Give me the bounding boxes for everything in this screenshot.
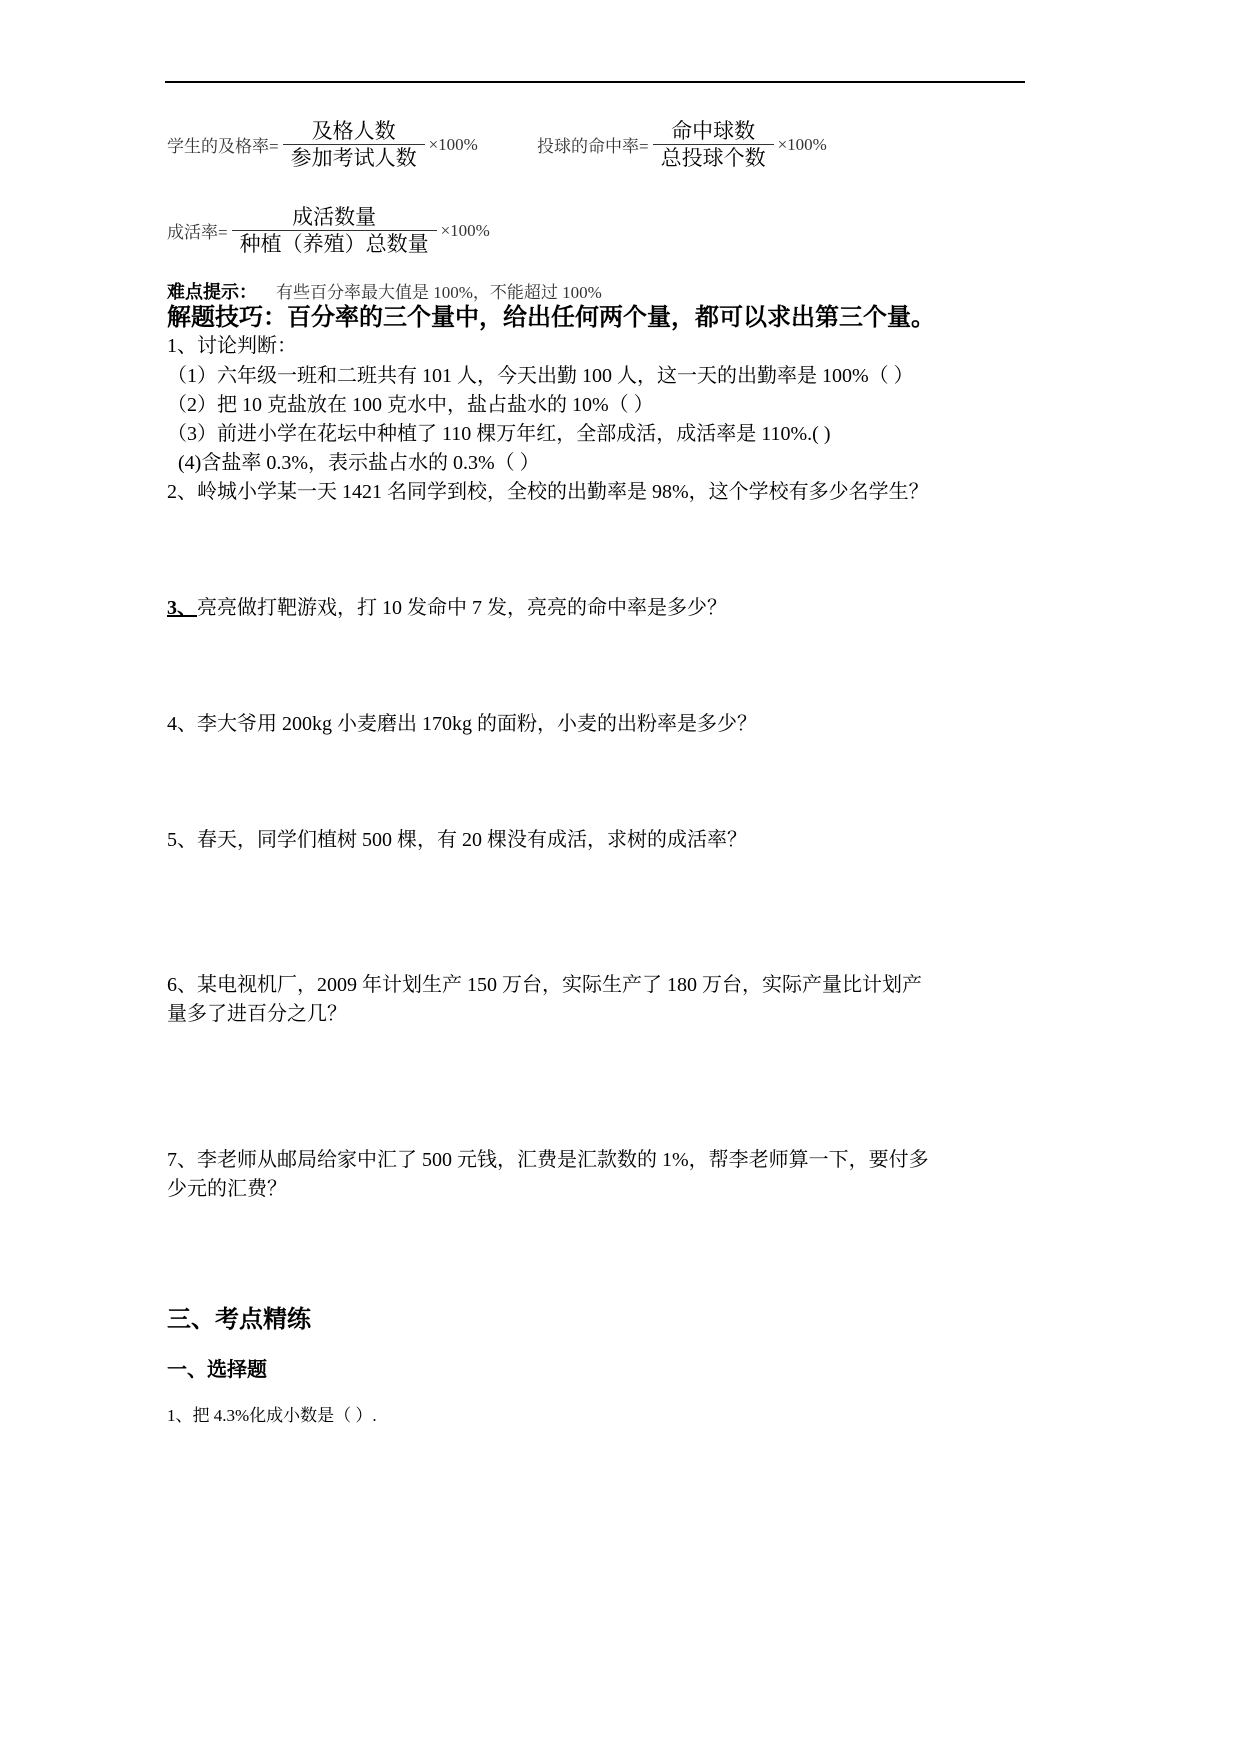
formula-multiplier: ×100% <box>428 134 478 154</box>
formula-label: 投球的命中率= <box>537 137 649 156</box>
formula-hit-rate <box>537 118 827 171</box>
question-6-line2: 量多了进百分之几？ <box>167 1003 347 1025</box>
formula-numerator: 成活数量 <box>292 205 377 229</box>
formula-pass-rate <box>167 118 478 171</box>
hint-line <box>167 280 602 305</box>
q1-item: （2）把 10 克盐放在 100 克水中，盐占盐水的 10%（ ） <box>167 394 654 416</box>
solving-tip: 解题技巧：百分率的三个量中，给出任何两个量，都可以求出第三个量。 <box>167 305 935 331</box>
hint-text: 有些百分率最大值是 100%，不能超过 100% <box>276 283 602 302</box>
hint-label: 难点提示： <box>167 282 257 302</box>
q1-item: （3）前进小学在花坛中种植了 110 棵万年红，全部成活，成活率是 110%.( ) <box>167 423 831 445</box>
question-4: 4、李大爷用 200kg 小麦磨出 170kg 的面粉，小麦的出粉率是多少？ <box>167 713 757 735</box>
question-7-line1: 7、李老师从邮局给家中汇了 500 元钱，汇费是汇款数的 1%，帮李老师算一下，要付多 <box>167 1149 929 1171</box>
formula-denominator: 总投球个数 <box>653 144 774 171</box>
question-2: 2、岭城小学某一天 1421 名同学到校，全校的出勤率是 98%，这个学校有多少名学生？ <box>167 481 929 503</box>
formula-label: 成活率= <box>167 223 228 242</box>
header-rule <box>165 81 1025 83</box>
question-6-line1: 6、某电视机厂，2009 年计划生产 150 万台，实际生产了 180 万台，实际产量比计划产 <box>167 974 922 996</box>
formula-numerator: 命中球数 <box>671 119 756 143</box>
q1-item: (4)含盐率 0.3%，表示盐占水的 0.3%（ ） <box>178 452 540 474</box>
formula-denominator: 种植（养殖）总数量 <box>232 230 437 257</box>
q1-title: 1、讨论判断： <box>167 335 297 357</box>
choice-question-1: 1、把 4.3%化成小数是（ ）. <box>167 1406 377 1425</box>
question-7-line2: 少元的汇费？ <box>167 1178 287 1200</box>
section-heading: 三、考点精练 <box>167 1307 311 1333</box>
question-5: 5、春天，同学们植树 500 棵，有 20 棵没有成活，求树的成活率？ <box>167 829 747 851</box>
formula-denominator: 参加考试人数 <box>283 144 425 171</box>
subsection-heading: 一、选择题 <box>167 1359 267 1381</box>
q1-item: （1）六年级一班和二班共有 101 人，今天出勤 100 人，这一天的出勤率是 100%（ ） <box>167 365 914 387</box>
question-3-text: 亮亮做打靶游戏，打 10 发命中 7 发，亮亮的命中率是多少？ <box>197 597 727 619</box>
formula-numerator: 及格人数 <box>311 119 396 143</box>
question-3 <box>167 596 727 620</box>
formula-survival-rate <box>167 204 490 257</box>
formula-label: 学生的及格率= <box>167 137 279 156</box>
question-3-number: 3、 <box>167 597 197 619</box>
formula-multiplier: ×100% <box>777 134 827 154</box>
formula-multiplier: ×100% <box>440 220 490 240</box>
